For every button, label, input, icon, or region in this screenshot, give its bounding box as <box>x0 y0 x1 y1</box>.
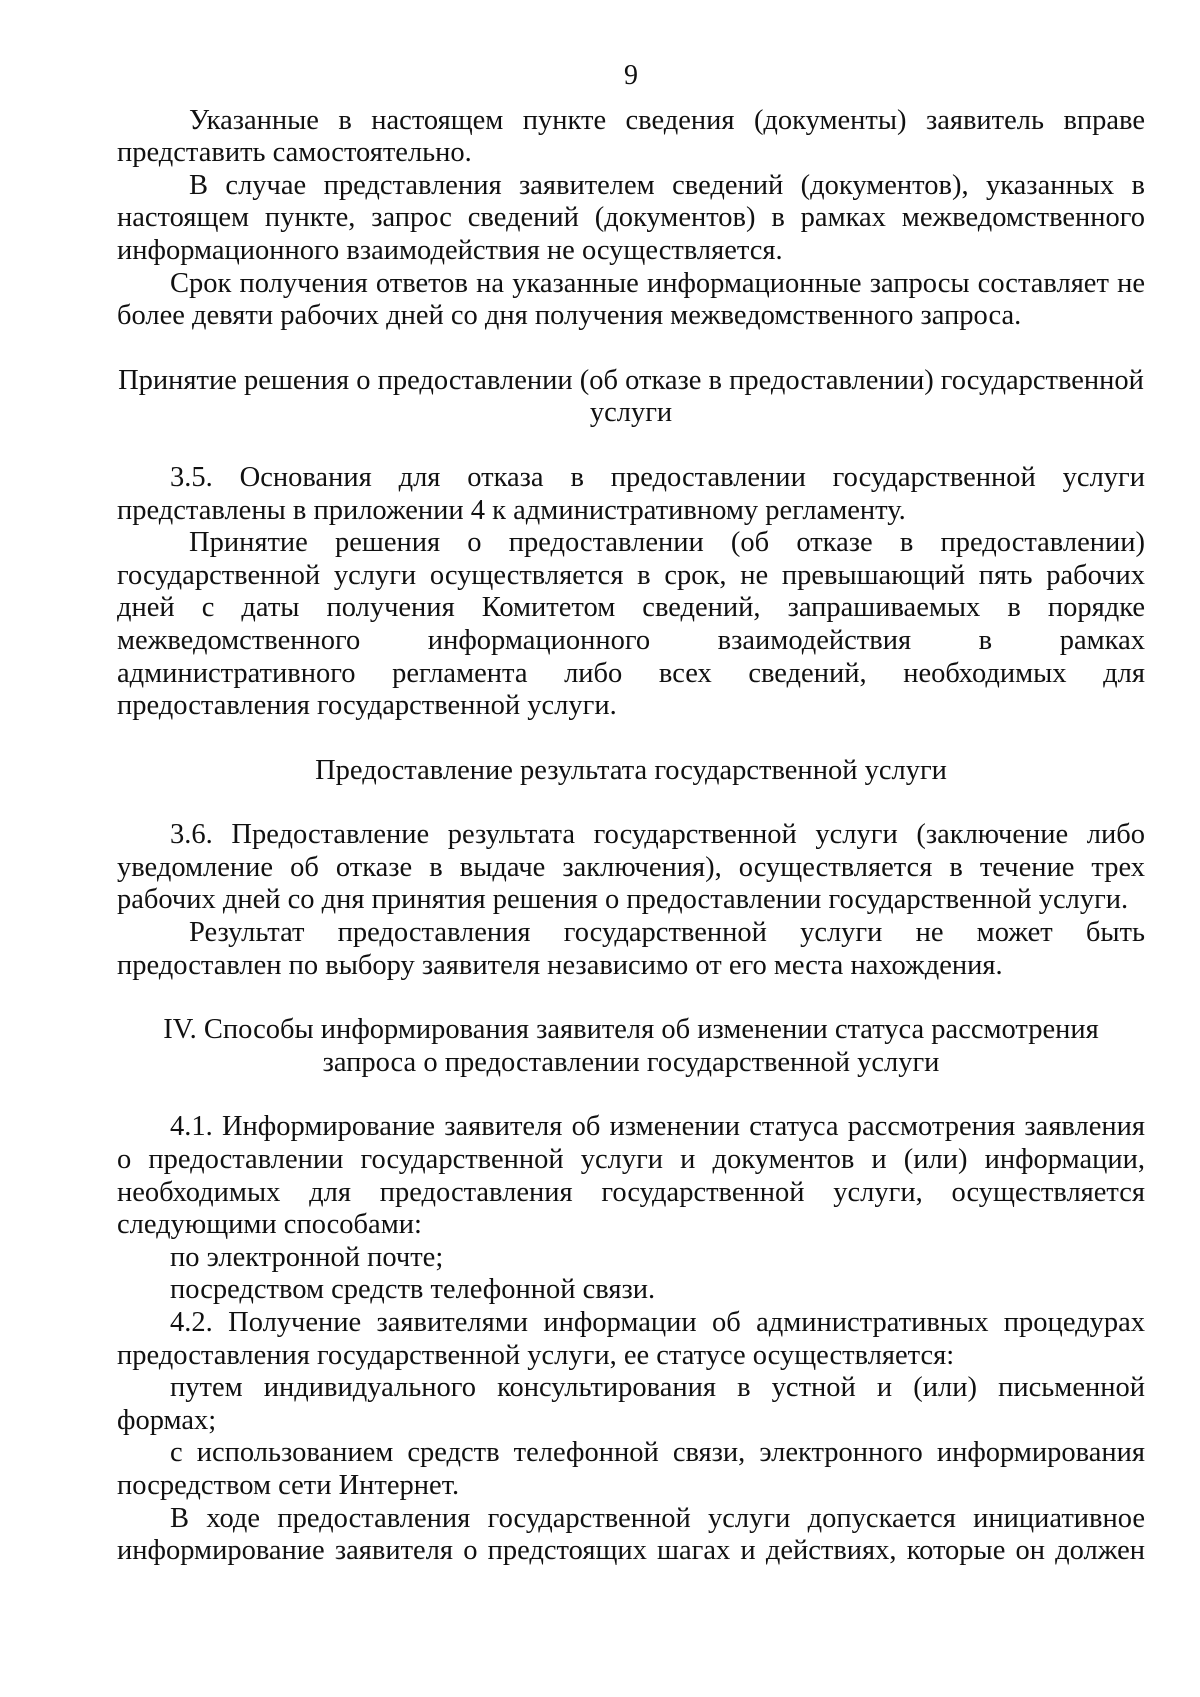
paragraph-4-1: 4.1. Информирование заявителя об изменении статуса рассмотрения заявления о предоставлении государственной услуги и документов и (или) информации, необходимых для предоставления государственной услуги, осуществляется следующими способами: <box>117 1111 1145 1241</box>
paragraph-decision-deadline: Принятие решения о предоставлении (об отказе в предоставлении) государственной услуги осуществляется в срок, не превышающий пять рабочих дней с даты получения Комитетом сведений, запрашиваемых в порядке межведомственного информационного взаимодействия в рамках административного регламента либо всех сведений, необходимых для предоставления государственной услуги. <box>117 527 1145 722</box>
paragraph-4-2: 4.2. Получение заявителями информации об административных процедурах предоставления государственной услуги, ее статусе осуществляется: <box>117 1307 1145 1371</box>
section-heading-result: Предоставление результата государственной услуги <box>315 754 947 786</box>
paragraph-initiative-informing: В ходе предоставления государственной услуги допускается инициативное информирование заявителя о предстоящих шагах и действиях, которые он должен <box>117 1502 1145 1567</box>
list-item-consultation: путем индивидуального консультирования в устной и (или) письменной формах; <box>117 1372 1145 1436</box>
page-number: 9 <box>624 60 638 91</box>
paragraph-no-interagency-request: В случае представления заявителем сведений (документов), указанных в настоящем пункте, запрос сведений (документов) в рамках межведомственного информационного взаимодействия не осуществляется. <box>117 169 1145 266</box>
paragraph-self-submission: Указанные в настоящем пункте сведения (документы) заявитель вправе представить самостоятельно. <box>117 104 1145 169</box>
document-page <box>117 60 1145 1568</box>
section-heading-decision: Принятие решения о предоставлении (об отказе в предоставлении) государственной услуги <box>118 364 1144 429</box>
paragraph-3-6: 3.6. Предоставление результата государственной услуги (заключение либо уведомление об отказе в выдаче заключения), осуществляется в течение трех рабочих дней со дня принятия решения о предоставлении государственной услуги. <box>117 819 1145 916</box>
section-heading-iv: IV. Способы информирования заявителя об изменении статуса рассмотрения запроса о предоставлении государственной услуги <box>163 1014 1099 1078</box>
list-item-phone: посредством средств телефонной связи. <box>170 1274 656 1306</box>
list-item-email: по электронной почте; <box>170 1241 444 1273</box>
list-item-electronic: с использованием средств телефонной связи, электронного информирования посредством сети Интернет. <box>117 1437 1145 1501</box>
paragraph-3-5: 3.5. Основания для отказа в предоставлении государственной услуги представлены в приложении 4 к административному регламенту. <box>117 461 1145 526</box>
paragraph-response-deadline: Срок получения ответов на указанные информационные запросы составляет не более девяти рабочих дней со дня получения межведомственного запроса. <box>117 267 1145 332</box>
paragraph-result-location: Результат предоставления государственной услуги не может быть предоставлен по выбору заявителя независимо от его места нахождения. <box>117 917 1145 981</box>
